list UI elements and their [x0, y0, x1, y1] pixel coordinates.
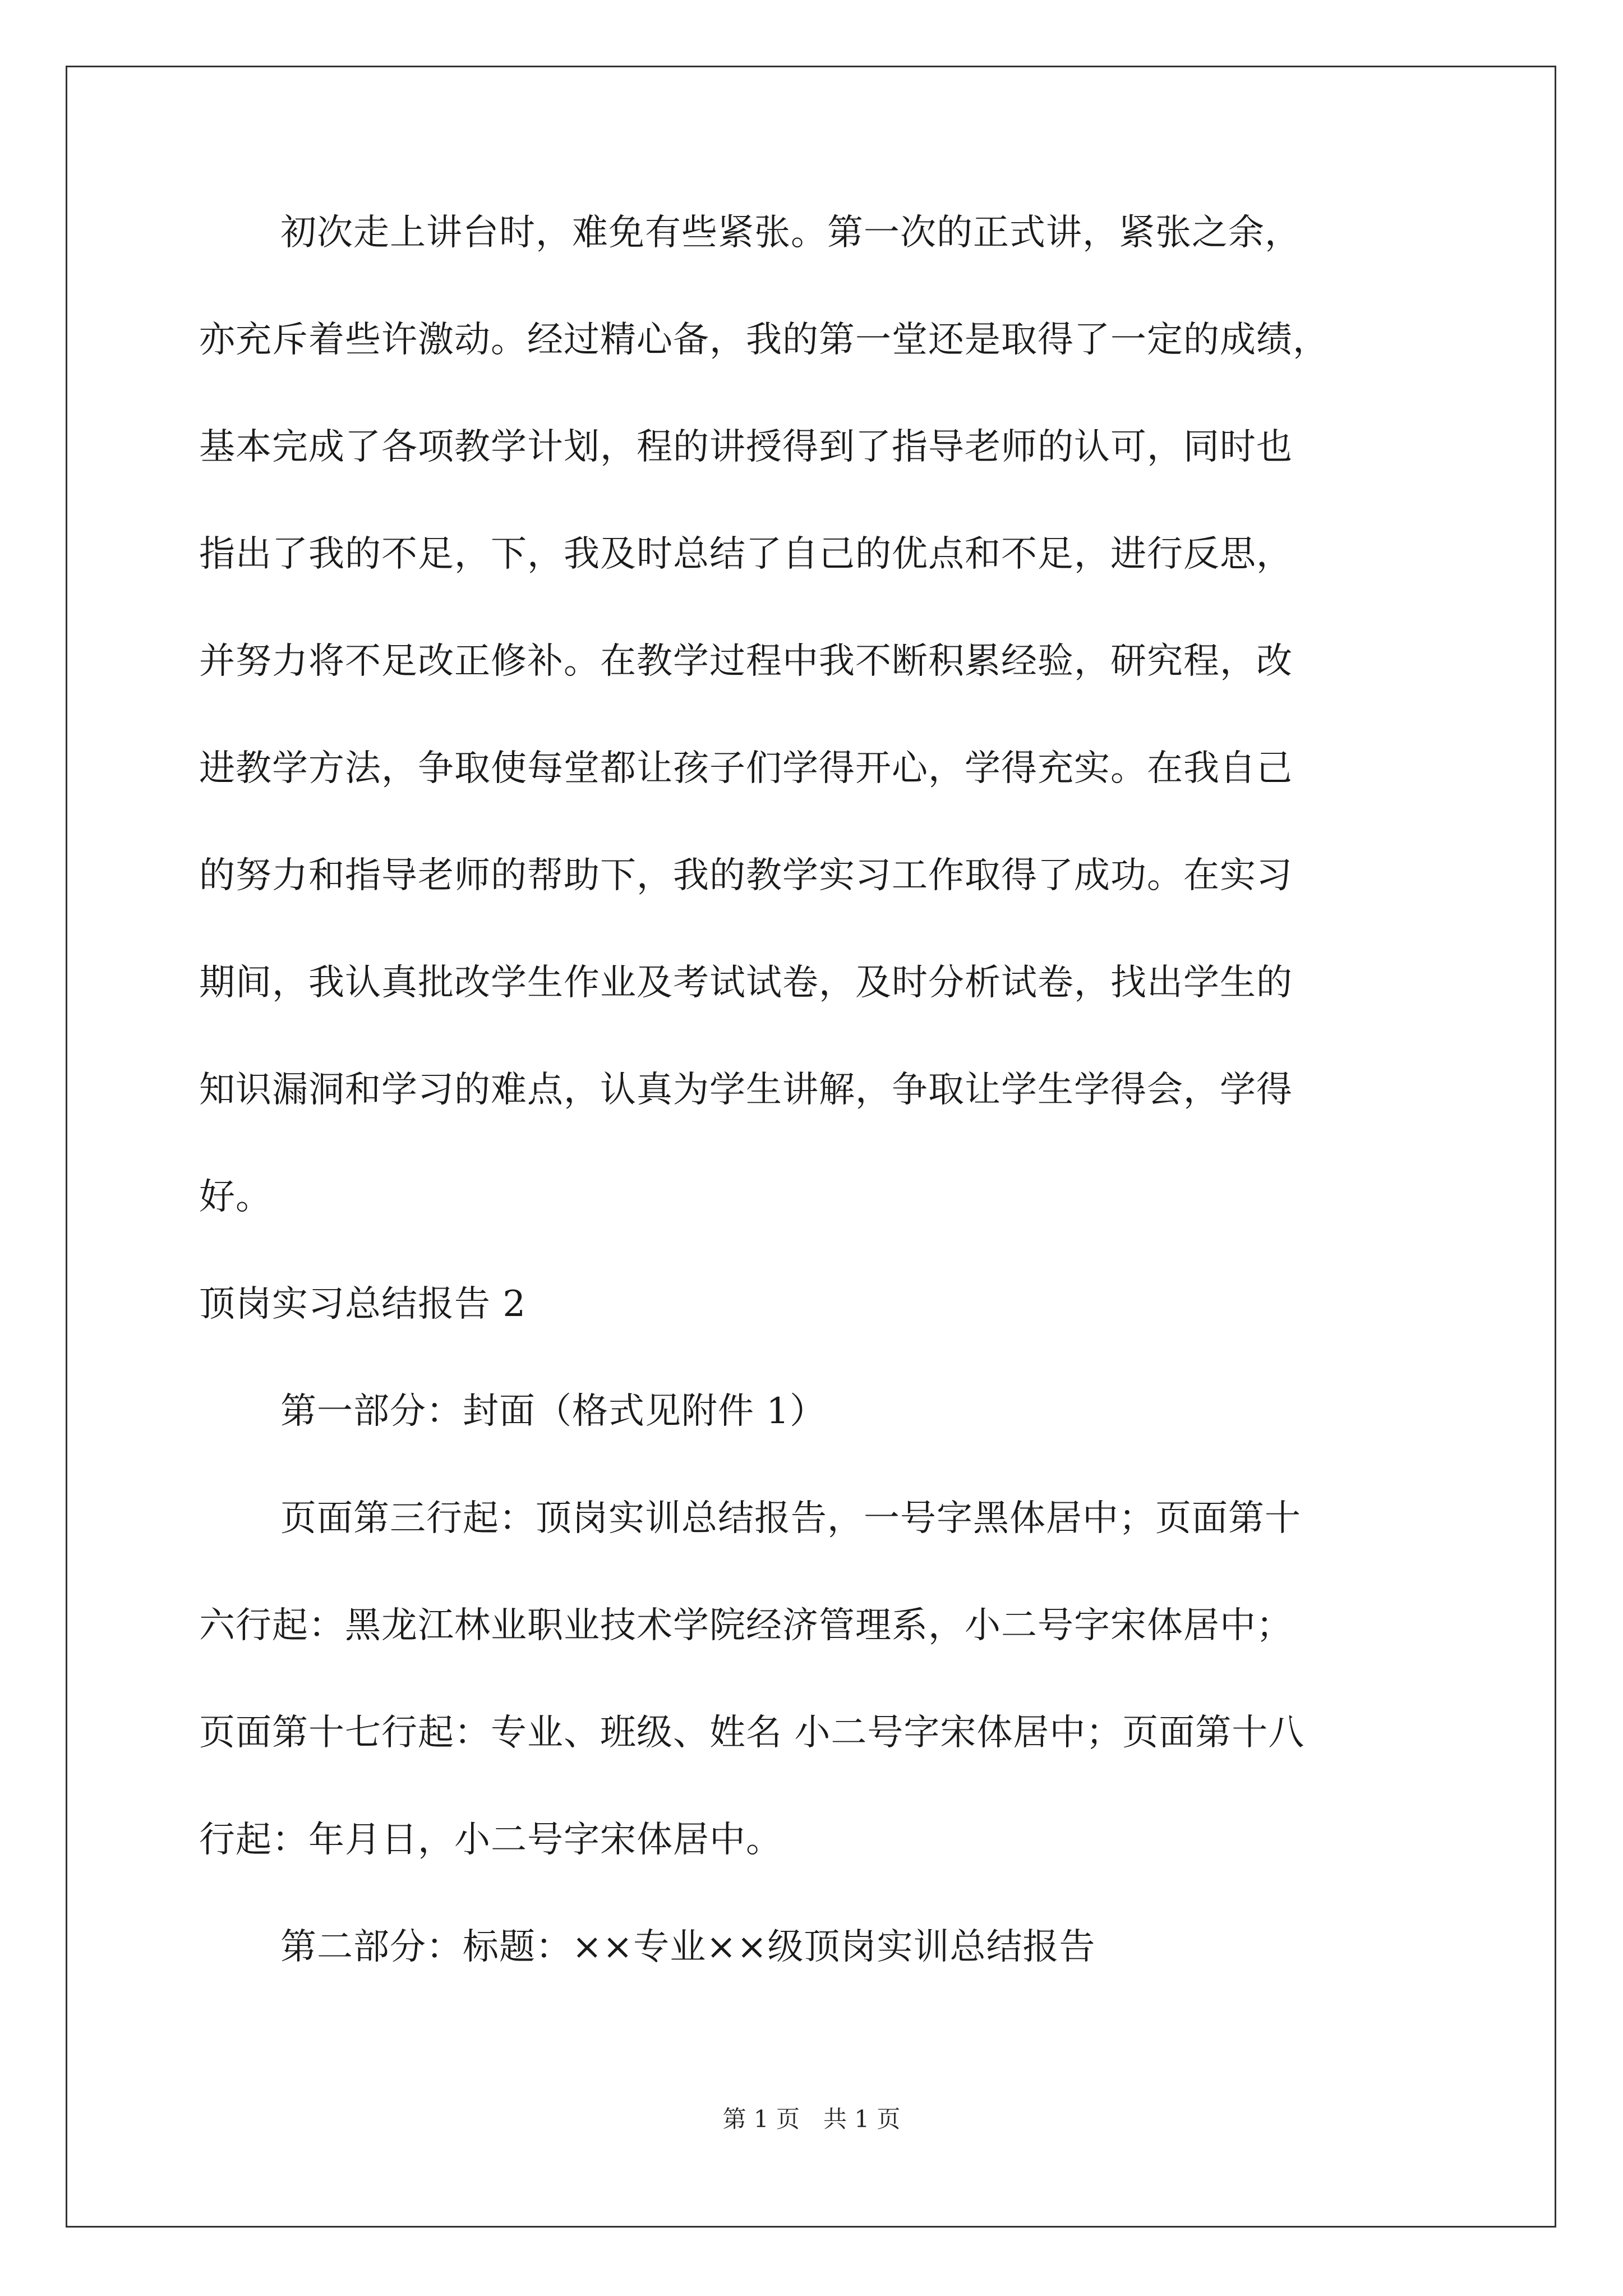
paragraph-line: 亦充斥着些许激动。经过精心备，我的第一堂还是取得了一定的成绩，	[199, 319, 1329, 361]
paragraph-line: 进教学方法，争取使每堂都让孩子们学得开心，学得充实。在我自己	[199, 748, 1293, 789]
paragraph-line: 行起：年月日，小二号字宋体居中。	[199, 1819, 782, 1861]
paragraph-line: 知识漏洞和学习的难点，认真为学生讲解，争取让学生学得会，学得	[199, 1069, 1293, 1111]
paragraph-line: 页面第十七行起：专业、班级、姓名 小二号字宋体居中；页面第十八	[199, 1712, 1305, 1754]
paragraph-line: 指出了我的不足，下，我及时总结了自己的优点和不足，进行反思，	[199, 533, 1293, 575]
paragraph-line: 并努力将不足改正修补。在教学过程中我不断积累经验，研究程，改	[199, 641, 1293, 682]
paragraph-line: 第二部分：标题：××专业××级顶岗实训总结报告	[280, 1926, 1096, 1968]
paragraph-line: 基本完成了各项教学计划，程的讲授得到了指导老师的认可，同时也	[199, 426, 1293, 468]
paragraph-line: 的努力和指导老师的帮助下，我的教学实习工作取得了成功。在实习	[199, 855, 1293, 896]
paragraph-line: 初次走上讲台时，难免有些紧张。第一次的正式讲，紧张之余，	[280, 212, 1301, 254]
page-footer: 第 1 页 共 1 页	[722, 2105, 901, 2133]
paragraph-line: 期间，我认真批改学生作业及考试试卷，及时分析试卷，找出学生的	[199, 962, 1293, 1004]
paragraph-line: 页面第三行起：顶岗实训总结报告，一号字黑体居中；页面第十	[280, 1498, 1301, 1539]
paragraph-line: 好。	[199, 1176, 272, 1218]
paragraph-line: 六行起：黑龙江林业职业技术学院经济管理系，小二号字宋体居中；	[199, 1605, 1293, 1646]
section-title: 顶岗实习总结报告 2	[199, 1283, 527, 1325]
page-border	[66, 66, 1556, 2228]
paragraph-line: 第一部分：封面（格式见附件 1）	[280, 1391, 827, 1432]
